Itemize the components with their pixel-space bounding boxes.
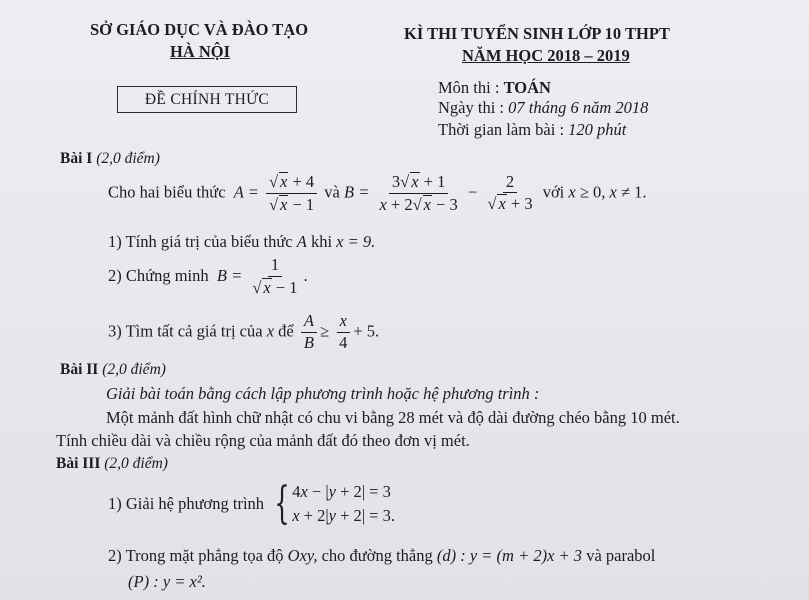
exam-title: KÌ THI TUYỂN SINH LỚP 10 THPT: [404, 24, 670, 43]
math-B-proof: B =: [212, 265, 243, 285]
section-2-title: Bài II: [60, 361, 99, 378]
math-A-def: A =: [229, 182, 259, 202]
school-year: [462, 46, 630, 66]
q3-de: để: [278, 321, 294, 341]
section-2-heading: [60, 361, 166, 379]
q32-oxy: Oxy,: [287, 546, 318, 565]
section-2-problem-line2: Tính chiều dài và chiều rộng của mảnh đất đó theo đơn vị mét.: [56, 431, 470, 450]
official-exam-badge: ĐỀ CHÍNH THỨC: [117, 86, 297, 113]
fraction-B1: $\frac{3√ x + 1}{x + 2√ x - 3}$: [379, 172, 458, 214]
fraction-A: $\frac{√ x + 4}{√ x - 1}$: [266, 172, 317, 215]
section-3-points: (2,0 điểm): [104, 455, 168, 472]
parabola-equation: (P) : y = x².: [128, 572, 206, 591]
q3-text: 3) Tìm tất cả giá trị của: [108, 321, 263, 341]
q1-cond: x = 9.: [336, 232, 376, 251]
expressions-line: [108, 172, 647, 215]
condition-text: với: [542, 182, 565, 202]
section-3-heading: [56, 455, 168, 473]
date-value: 07 tháng 6 năm 2018: [508, 98, 649, 117]
q32-end: và parabol: [586, 546, 656, 565]
condition-math: x ≥ 0, x ≠ 1.: [568, 182, 647, 202]
q2-text: 2) Chứng minh: [108, 265, 209, 285]
section-2-instruction: Giải bài toán bằng cách lập phương trình hoặc hệ phương trình :: [106, 384, 540, 403]
date-label: Ngày thi :: [438, 98, 509, 117]
department-name: SỞ GIÁO DỤC VÀ ĐÀO TẠO: [90, 20, 309, 39]
q32-line-equation: (d) : y = (m + 2)x + 3: [436, 546, 583, 565]
school-year-text: NĂM HỌC 2018 – 2019: [462, 46, 630, 65]
q32-mid: cho đường thẳng: [321, 546, 433, 565]
time-label: Thời gian làm bài :: [438, 120, 569, 139]
question-3-1: [108, 477, 395, 529]
left-brace-icon: {: [274, 477, 290, 529]
section-2-points: (2,0 điểm): [102, 361, 166, 378]
question-1-2: 2) Chứng minh B = $\frac{1}{√ x - 1}$ .: [108, 255, 308, 297]
equation-system: { 4x − |y + 2| = 3 x + 2|y + 2| = 3 .: [274, 477, 395, 529]
time-line: [438, 120, 626, 140]
subject-label: Môn thi :: [438, 78, 504, 97]
math-B-def: B =: [344, 182, 370, 202]
q1-text: 1) Tính giá trị của biểu thức: [108, 232, 293, 251]
q1-when: khi: [310, 232, 333, 251]
city-name: HÀ NỘI: [170, 42, 231, 61]
subject-value: TOÁN: [503, 78, 551, 97]
question-1-1: [108, 232, 375, 252]
system-equation-2: x + 2|y + 2| = 3: [292, 505, 391, 525]
fraction-x-over-4: $\frac{x}{4}$: [336, 312, 350, 353]
system-equation-1: 4x − |y + 2| = 3: [292, 482, 391, 501]
subject-line: [438, 78, 551, 98]
q3-var: x: [266, 321, 275, 341]
time-value: 120 phút: [568, 120, 627, 139]
and-text: và: [324, 182, 340, 202]
expressions-intro: Cho hai biểu thức: [108, 182, 226, 202]
fraction-A-over-B: $\frac{A}{B}$: [301, 312, 317, 353]
question-1-3: 3) Tìm tất cả giá trị của x để $\frac{A}{B}$ ≥ $\frac{x}{4}$ + 5.: [108, 311, 380, 352]
section-1-heading: [60, 150, 160, 168]
question-3-2: [108, 546, 655, 566]
minus-sign: −: [467, 182, 478, 202]
q1-var: A: [296, 232, 307, 251]
fraction-proof: $\frac{1}{√ x - 1}$: [252, 255, 298, 297]
date-line: [438, 98, 648, 118]
section-1-points: (2,0 điểm): [96, 150, 160, 167]
section-2-problem-line1: Một mảnh đất hình chữ nhật có chu vi bằng 28 mét và độ dài đường chéo bằng 10 mét.: [106, 408, 680, 427]
section-1-title: Bài I: [60, 150, 93, 167]
fraction-B2: $\frac{2}{√ x + 3}$: [487, 171, 533, 214]
q31-text: 1) Giải hệ phương trình: [108, 493, 265, 513]
section-3-title: Bài III: [56, 455, 101, 472]
q32-text: 2) Trong mặt phẳng tọa độ: [108, 546, 284, 565]
